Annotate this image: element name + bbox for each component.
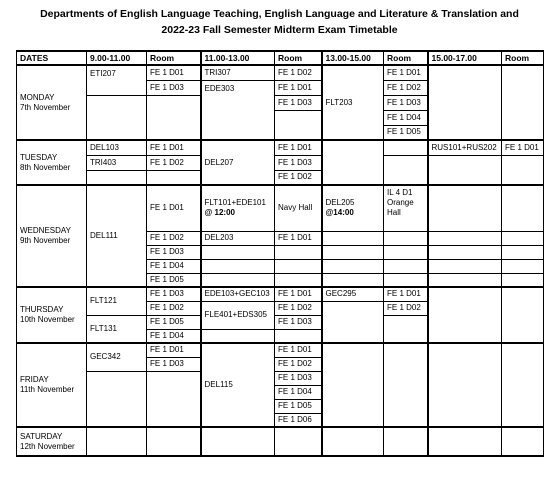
room-cell: FE 1 D01 xyxy=(275,140,322,155)
course-cell: DEL203 xyxy=(201,231,275,245)
empty-cell xyxy=(275,245,322,259)
empty-cell xyxy=(384,155,428,185)
day-date: 9th November xyxy=(20,236,71,245)
date-monday xyxy=(17,65,87,140)
empty-cell xyxy=(384,315,428,343)
room-line: Orange xyxy=(387,198,414,207)
empty-cell xyxy=(428,245,502,259)
date-tuesday xyxy=(17,140,87,185)
empty-cell xyxy=(201,329,275,343)
day-name: MONDAY xyxy=(20,92,55,102)
day-name: WEDNESDAY xyxy=(20,226,71,235)
room-cell: FE 1 D04 xyxy=(147,259,201,273)
empty-cell xyxy=(147,95,201,140)
room-cell: FE 1 D05 xyxy=(147,315,201,329)
empty-cell xyxy=(502,231,544,245)
room-cell: FE 1 D02 xyxy=(275,357,322,371)
course-cell: ETI207 xyxy=(87,65,147,95)
room-cell: FE 1 D03 xyxy=(275,155,322,170)
empty-cell xyxy=(275,427,322,456)
room-cell: FE 1 D03 xyxy=(275,371,322,385)
course-cell: FLT131 xyxy=(87,315,147,343)
empty-cell xyxy=(87,95,147,140)
empty-cell xyxy=(502,65,544,140)
document-title: Departments of English Language Teaching, English Language and Literature & Translation and xyxy=(40,8,519,20)
empty-cell xyxy=(428,185,502,231)
exam-timetable xyxy=(16,50,544,457)
day-name: SATURDAY xyxy=(20,431,63,441)
course-cell: GEC295 xyxy=(322,287,384,301)
room-cell: FE 1 D01 xyxy=(275,343,322,357)
table-row xyxy=(17,343,544,357)
empty-cell xyxy=(201,259,275,273)
table-row xyxy=(17,427,544,456)
room-cell: FE 1 D01 xyxy=(275,287,322,301)
room-cell: FE 1 D02 xyxy=(147,231,201,245)
room-cell: FE 1 D02 xyxy=(147,155,201,170)
empty-cell xyxy=(275,259,322,273)
room-cell: FE 1 D01 xyxy=(384,65,428,80)
empty-cell xyxy=(502,185,544,231)
empty-cell xyxy=(502,273,544,287)
empty-cell xyxy=(87,427,147,456)
course-cell: EDE303 xyxy=(201,80,275,140)
empty-cell xyxy=(384,231,428,245)
empty-cell xyxy=(502,427,544,456)
document-subtitle: 2022-23 Fall Semester Midterm Exam Timetable xyxy=(161,24,398,36)
room-cell: FE 1 D02 xyxy=(384,301,428,315)
empty-cell xyxy=(428,259,502,273)
room-cell: FE 1 D05 xyxy=(275,399,322,413)
exam-time: @ 12:00 xyxy=(204,208,235,218)
empty-cell xyxy=(275,329,322,343)
table-row xyxy=(17,287,544,301)
empty-cell xyxy=(428,231,502,245)
room-cell: FE 1 D01 xyxy=(147,140,201,155)
empty-cell xyxy=(384,343,428,427)
header-room-2: Room xyxy=(275,51,322,65)
empty-cell xyxy=(147,371,201,427)
empty-cell xyxy=(322,231,384,245)
header-slot-1: 9.00-11.00 xyxy=(87,51,147,65)
room-cell: FE 1 D04 xyxy=(275,385,322,399)
course-cell: TRI403 xyxy=(87,155,147,170)
empty-cell xyxy=(428,155,502,185)
empty-cell xyxy=(384,273,428,287)
empty-cell xyxy=(147,170,201,185)
day-date: 10th November xyxy=(20,315,75,324)
empty-cell xyxy=(384,140,428,155)
empty-cell xyxy=(322,259,384,273)
course-cell: DEL111 xyxy=(87,185,147,287)
header-slot-3: 13.00-15.00 xyxy=(322,51,384,65)
empty-cell xyxy=(384,259,428,273)
table-row xyxy=(17,140,544,155)
course-cell: FLT121 xyxy=(87,287,147,315)
header-row xyxy=(17,51,544,65)
table-row xyxy=(17,65,544,80)
room-cell: FE 1 D05 xyxy=(147,273,201,287)
header-room-1: Room xyxy=(147,51,201,65)
course-code: DEL205 xyxy=(325,198,355,208)
day-name: TUESDAY xyxy=(20,152,58,162)
room-cell: FE 1 D01 xyxy=(147,65,201,80)
room-cell: FE 1 D01 xyxy=(275,231,322,245)
date-friday xyxy=(17,343,87,427)
empty-cell xyxy=(201,245,275,259)
room-cell: FE 1 D02 xyxy=(275,65,322,80)
course-cell: DEL103 xyxy=(87,140,147,155)
room-cell: FE 1 D01 xyxy=(147,343,201,357)
header-dates: DATES xyxy=(17,51,87,65)
room-cell: FE 1 D03 xyxy=(275,95,322,110)
empty-cell xyxy=(428,427,502,456)
room-cell: FE 1 D01 xyxy=(275,80,322,95)
day-date: 8th November xyxy=(20,162,71,172)
header-slot-2: 11.00-13.00 xyxy=(201,51,275,65)
empty-cell xyxy=(502,259,544,273)
course-cell: DEL207 xyxy=(201,140,275,185)
room-cell: FE 1 D01 xyxy=(147,185,201,231)
room-cell: FE 1 D01 xyxy=(502,140,544,155)
empty-cell xyxy=(147,427,201,456)
empty-cell xyxy=(87,371,147,427)
empty-cell xyxy=(322,343,384,427)
room-cell: FE 1 D04 xyxy=(147,329,201,343)
day-date: 11th November xyxy=(20,385,75,394)
course-cell: EDE103+GEC103 xyxy=(201,287,275,301)
room-cell: Navy Hall xyxy=(275,185,322,231)
room-cell: FE 1 D06 xyxy=(275,413,322,427)
room-cell: FE 1 D03 xyxy=(147,287,201,301)
empty-cell xyxy=(322,427,384,456)
empty-cell xyxy=(384,245,428,259)
date-saturday xyxy=(17,427,87,456)
room-cell: FE 1 D02 xyxy=(275,170,322,185)
empty-cell xyxy=(322,245,384,259)
room-cell: FE 1 D01 xyxy=(384,287,428,301)
empty-cell xyxy=(428,65,502,140)
room-line: IL 4 D1 xyxy=(387,188,413,197)
room-line: Hall xyxy=(387,208,401,217)
empty-cell xyxy=(384,427,428,456)
course-cell: RUS101+RUS202 xyxy=(428,140,502,155)
course-cell: GEC342 xyxy=(87,343,147,371)
course-code: FLT101+EDE101 xyxy=(204,198,266,208)
exam-time: @14:00 xyxy=(325,208,354,218)
course-cell xyxy=(322,185,384,231)
table-row xyxy=(17,155,544,170)
empty-cell xyxy=(322,140,384,185)
room-cell: FE 1 D02 xyxy=(147,301,201,315)
empty-cell xyxy=(502,155,544,185)
empty-cell xyxy=(322,273,384,287)
empty-cell xyxy=(201,273,275,287)
room-cell: FE 1 D05 xyxy=(384,125,428,140)
room-cell: FE 1 D03 xyxy=(147,80,201,95)
room-cell: FE 1 D04 xyxy=(384,110,428,125)
course-cell: FLE401+EDS305 xyxy=(201,301,275,329)
empty-cell xyxy=(428,343,502,427)
empty-cell xyxy=(502,287,544,343)
empty-cell xyxy=(502,245,544,259)
date-wednesday xyxy=(17,185,87,287)
empty-cell xyxy=(322,301,384,343)
empty-cell xyxy=(201,427,275,456)
date-thursday xyxy=(17,287,87,343)
day-name: THURSDAY xyxy=(20,305,64,314)
room-cell: FE 1 D03 xyxy=(147,245,201,259)
course-cell xyxy=(201,185,275,231)
header-room-4: Room xyxy=(502,51,544,65)
course-cell: TRI307 xyxy=(201,65,275,80)
course-cell: DEL115 xyxy=(201,343,275,427)
header-room-3: Room xyxy=(384,51,428,65)
room-cell xyxy=(384,185,428,231)
empty-cell xyxy=(502,343,544,427)
day-date: 7th November xyxy=(20,102,71,112)
room-cell: FE 1 D02 xyxy=(384,80,428,95)
room-cell: FE 1 D02 xyxy=(275,301,322,315)
day-date: 12th November xyxy=(20,441,75,451)
table-row xyxy=(17,185,544,231)
room-cell: FE 1 D03 xyxy=(147,357,201,371)
course-cell: FLT203 xyxy=(322,65,384,140)
empty-cell xyxy=(275,273,322,287)
day-name: FRIDAY xyxy=(20,375,49,384)
empty-cell xyxy=(428,287,502,343)
room-cell: FE 1 D03 xyxy=(384,95,428,110)
empty-cell xyxy=(275,110,322,140)
room-cell: FE 1 D03 xyxy=(275,315,322,329)
empty-cell xyxy=(87,170,147,185)
header-slot-4: 15.00-17.00 xyxy=(428,51,502,65)
empty-cell xyxy=(428,273,502,287)
